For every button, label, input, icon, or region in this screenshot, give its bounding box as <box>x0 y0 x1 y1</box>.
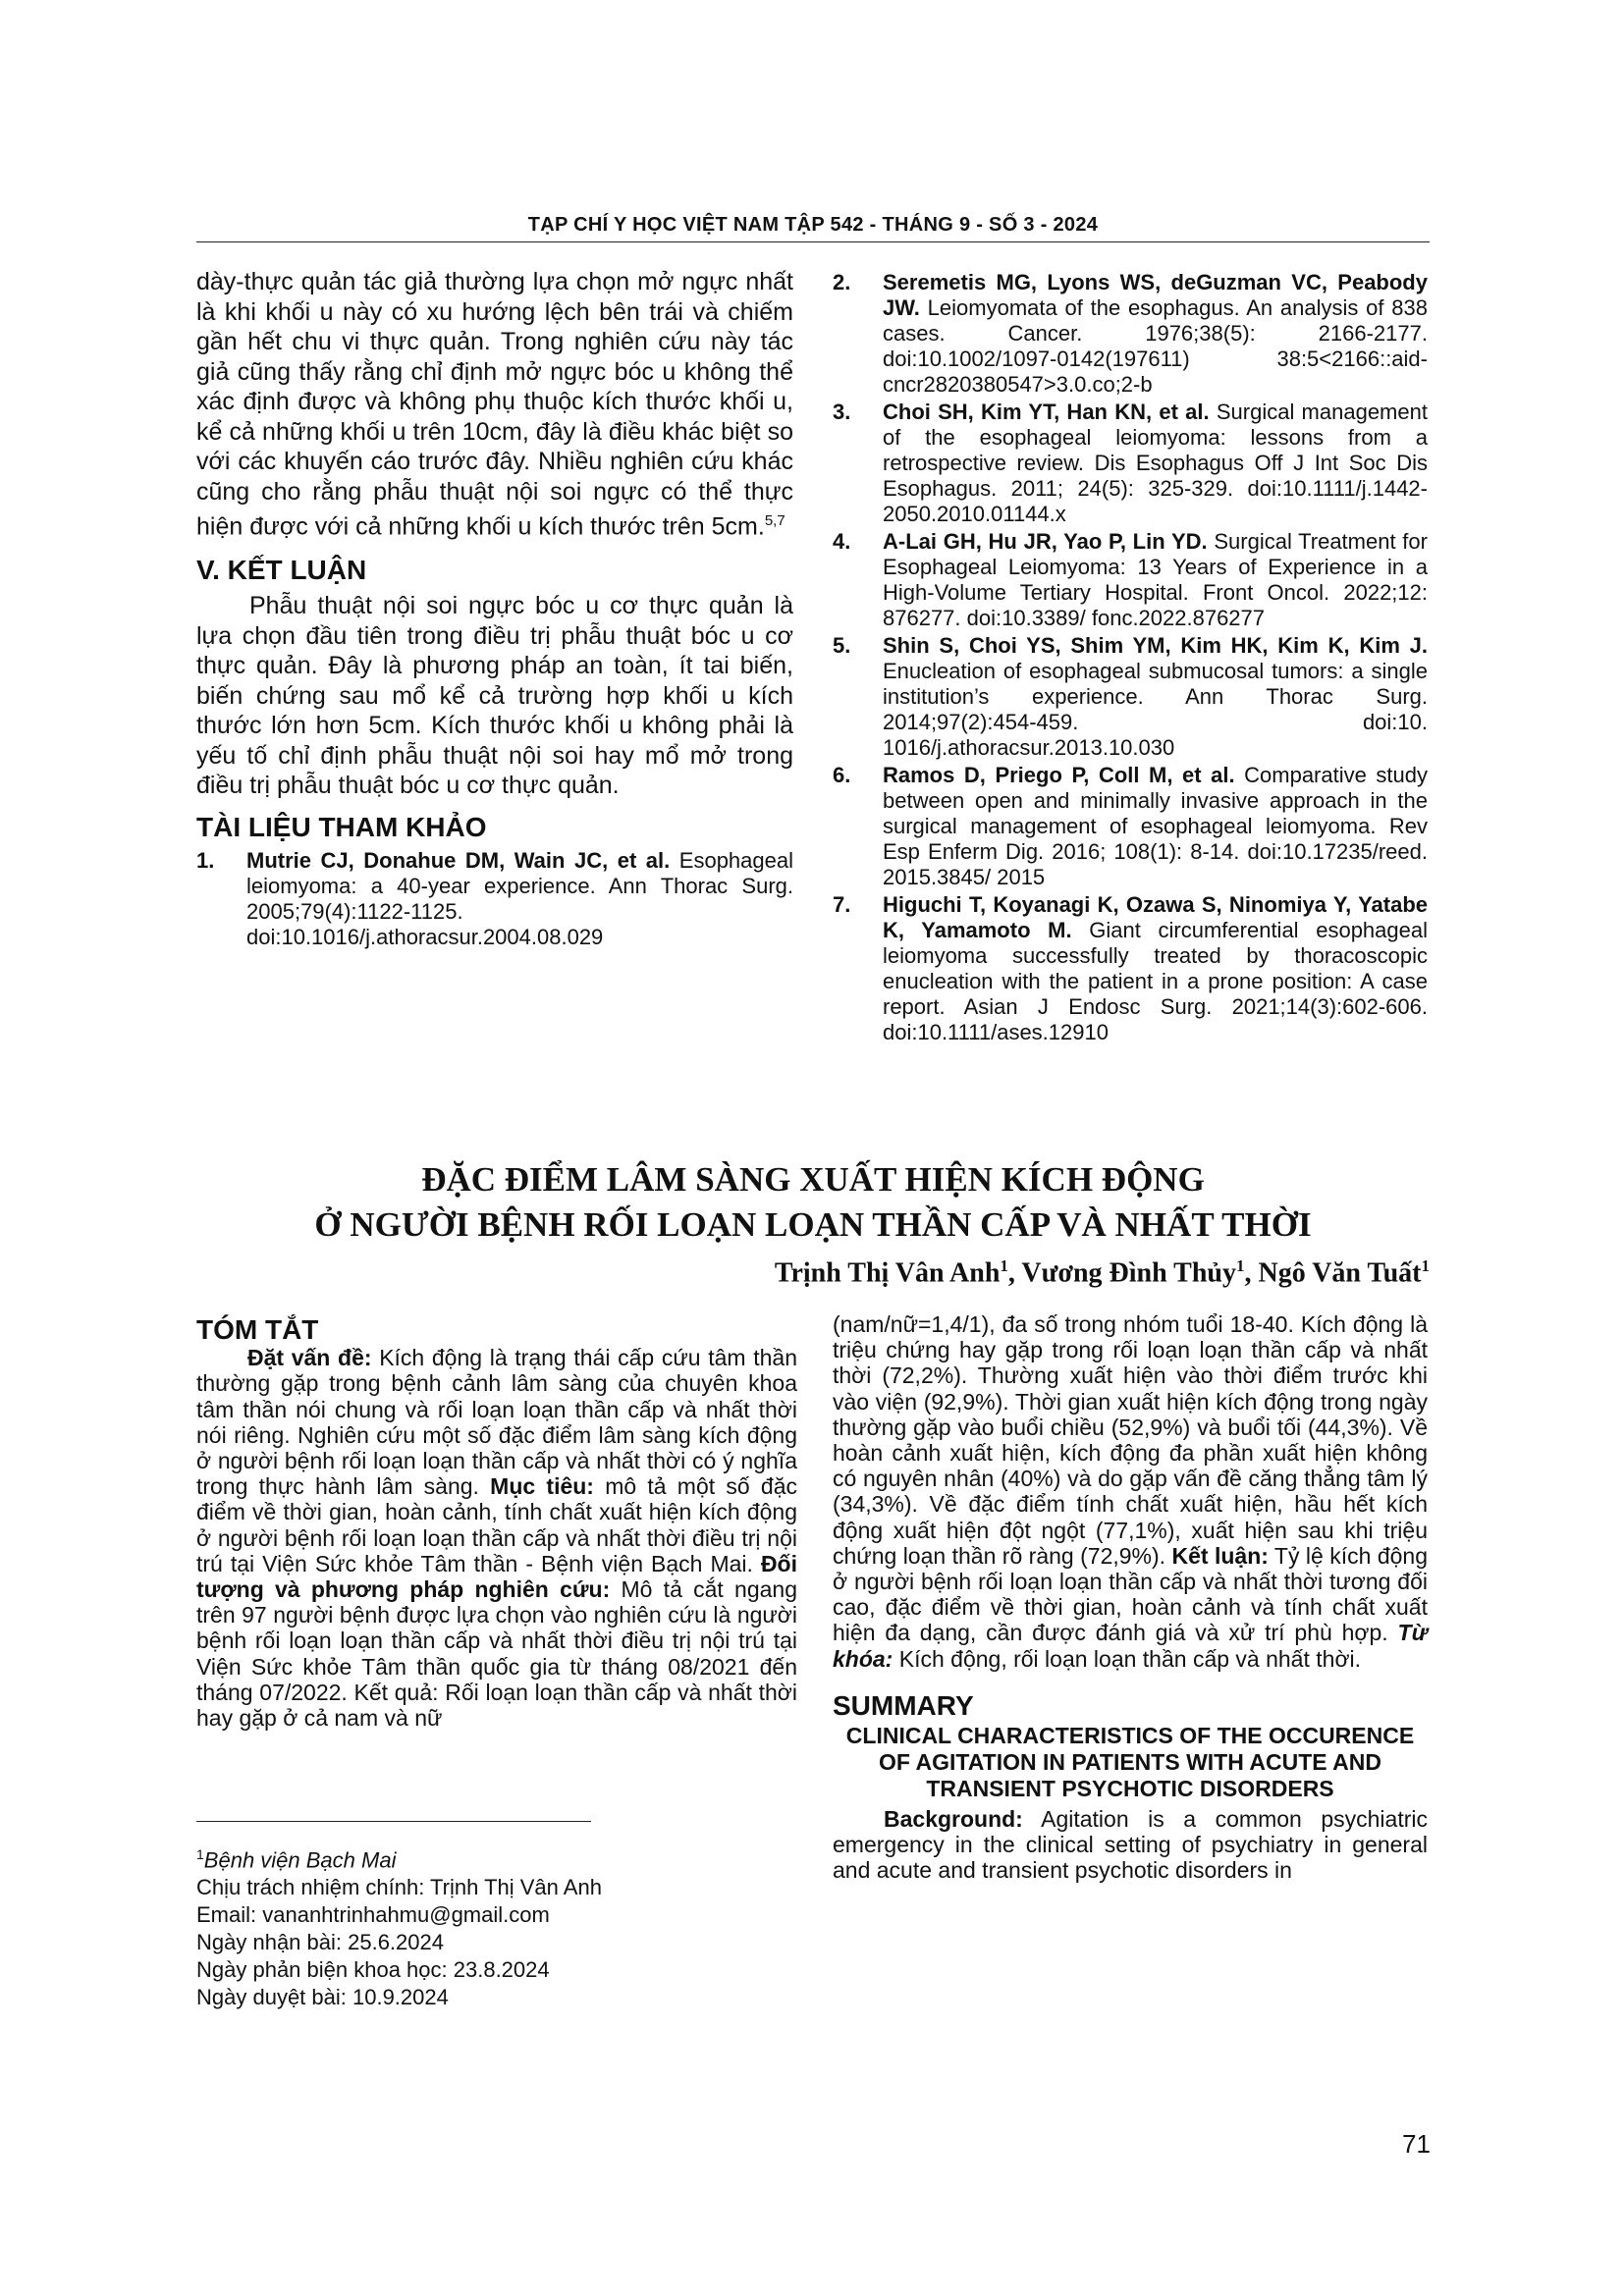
reference-body: Giant circumferential esophageal leiomyoma successfully treated by thoracoscopic enucleation with the patient in a prone position: A case report. Asian J Endosc Surg. 2021;14(3):602-606. doi:10.1111/ases.12910 <box>883 918 1428 1044</box>
abstract-label: Kết luận: <box>1171 1542 1269 1569</box>
footnote-responsible: Chịu trách nhiệm chính: Trịnh Thị Vân Anh <box>196 1875 602 1900</box>
abstract-paragraph <box>833 1311 1428 1672</box>
footnote-mark: 1 <box>196 1846 204 1862</box>
reference-item <box>833 529 1428 631</box>
abstract-right <box>833 1311 1428 1884</box>
abstract-text: Mô tả cắt ngang trên 97 người bệnh được lựa chọn vào nghiên cứu là người bệnh rối loạn loạn thần cấp và nhất thời điều trị nội trú tại Viện Sức khỏe Tâm thần quốc gia từ tháng 08/2021 đến tháng 07/2022. Kết quả: Rối loạn loạn thần cấp và nhất thời hay gặp ở cả nam và nữ <box>196 1576 797 1732</box>
author-name: Ngô Văn Tuất <box>1258 1257 1422 1289</box>
reference-authors: A-Lai GH, Hu JR, Yao P, Lin YD. <box>883 529 1208 554</box>
footnote-rule <box>196 1821 591 1822</box>
header-rule <box>196 241 1430 242</box>
abstract-left <box>196 1314 797 1732</box>
discussion-paragraph <box>196 267 793 542</box>
author-affiliation: 1 <box>1235 1256 1245 1275</box>
summary-heading: SUMMARY <box>833 1689 974 1721</box>
abstract-text: (nam/nữ=1,4/1), đa số trong nhóm tuổi 18-40. Kích động là triệu chứng hay gặp trong rối loạn loạn thần cấp và nhất thời (72,2%). Thường xuất hiện vào thời điểm trước khi vào viện (92,9%). Thời gian xuất hiện kích động trong ngày thường gặp vào buổi chiều (52,9%) và buổi tối (44,3%). Về hoàn cảnh xuất hiện, kích động đa phần xuất hiện không có nguyên nhân (40%) và do gặp vấn đề căng thẳng tâm lý (34,3%). Về đặc điểm tính chất xuất hiện, hầu hết kích động xuất hiện đột ngột (77,1%), xuất hiện sau khi triệu chứng loạn thần rõ ràng (72,9%). <box>833 1311 1428 1569</box>
reference-number: 4. <box>833 529 851 554</box>
article-authors: Trịnh Thị Vân Anh$^1$, Vương Đình Thủy$^1$, Ngô Văn Tuất$^1$ <box>774 1256 1430 1289</box>
reference-item <box>833 763 1428 890</box>
footnote-reviewed: Ngày phản biện khoa học: 23.8.2024 <box>196 1957 550 1983</box>
footnote-affiliation: $^1$Bệnh viện Bạch Mai <box>196 1846 397 1873</box>
author-affiliation: 1 <box>1421 1256 1430 1275</box>
reference-number: 3. <box>833 400 851 424</box>
abstract-label: Đối tượng và phương pháp nghiên cứu: <box>196 1550 797 1603</box>
author-name: Vương Đình Thủy <box>1021 1257 1236 1289</box>
keywords-text: Kích động, rối loạn loạn thần cấp và nhất thời. <box>893 1645 1362 1672</box>
article-title-line-2: Ở NGƯỜI BỆNH RỐI LOẠN LOẠN THẦN CẤP VÀ NHẤT THỜI <box>314 1205 1312 1244</box>
abstract-heading: TÓM TẮT <box>196 1314 319 1345</box>
reference-number: 5. <box>833 633 851 658</box>
reference-body: Enucleation of esophageal submucosal tumors: a single institution’s experience. Ann Thorac Surg. 2014;97(2):454-459. doi:10. 1016/j.athoracsur.2013.10.030 <box>883 659 1428 760</box>
reference-body: Surgical Treatment for Esophageal Leiomyoma: 13 Years of Experience in a High-Volume Tertiary Hospital. Front Oncol. 2022;12: 876277. doi:10.3389/ fonc.2022.876277 <box>883 529 1428 630</box>
reference-item <box>833 270 1428 398</box>
summary-paragraph <box>833 1806 1428 1884</box>
reference-body: Esophageal leiomyoma: a 40-year experience. Ann Thorac Surg. 2005;79(4):1122-1125. doi:10.1016/j.athoracsur.2004.08.029 <box>246 848 793 950</box>
reference-number: 7. <box>833 892 851 917</box>
footnote-received: Ngày nhận bài: 25.6.2024 <box>196 1930 444 1955</box>
abstract-label: Đặt vấn đề: <box>247 1345 372 1371</box>
left-column <box>196 267 793 952</box>
reference-number: 6. <box>833 763 851 787</box>
article-title-line-1: ĐẶC ĐIỂM LÂM SÀNG XUẤT HIỆN KÍCH ĐỘNG <box>421 1160 1205 1199</box>
abstract-text: Tỷ lệ kích động ở người bệnh rối loạn loạn thần cấp và nhất thời tương đối cao, đặc điểm về thời gian, hoàn cảnh và tính chất xuất hiện đa dạng, cần được đánh giá và xử trí phù hợp. <box>833 1542 1429 1646</box>
references-heading: TÀI LIỆU THAM KHẢO <box>196 811 487 842</box>
reference-item <box>833 400 1428 527</box>
reference-body: Comparative study between open and minimally invasive approach in the surgical management of esophageal leiomyoma. Rev Esp Enferm Dig. 2016; 108(1): 8-14. doi:10.17235/reed. 2015.3845/ 2015 <box>883 763 1428 889</box>
discussion-citation: 5,7 <box>764 512 785 529</box>
footnote <box>196 1841 602 2011</box>
journal-running-header: TẠP CHÍ Y HỌC VIỆT NAM TẬP 542 - THÁNG 9 - SỐ 3 - 2024 <box>527 214 1099 236</box>
reference-list-left <box>196 848 793 950</box>
reference-authors: Seremetis MG, Lyons WS, deGuzman VC, Peabody JW. <box>883 270 1428 320</box>
conclusion-text: Phẫu thuật nội soi ngực bóc u cơ thực quản là lựa chọn đầu tiên trong điều trị phẫu thuật bóc u cơ thực quản. Đây là phương pháp an toàn, ít tai biến, biến chứng sau mổ kể cả trường hợp khối u kích thước lớn hơn 5cm. Kích thước khối u không phải là yếu tố chỉ định phẫu thuật nội soi hay mổ mở trong điều trị phẫu thuật bóc u cơ thực quản. <box>196 592 793 800</box>
reference-body: Surgical management of the esophageal leiomyoma: lessons from a retrospective review. Dis Esophagus Off J Int Soc Dis Esophagus. 2011; 24(5): 325-329. doi:10.1111/j.1442-2050.2010.01144.x <box>883 400 1428 526</box>
abstract-label: Mục tiêu: <box>490 1473 594 1500</box>
discussion-text: dày-thực quản tác giả thường lựa chọn mở ngực nhất là khi khối u này có xu hướng lệch bên trái và chiếm gần hết chu vi thực quản. Trong nghiên cứu này tác giả cũng thấy rằng chỉ định mở ngực bóc u không thể xác định được và không phụ thuộc kích thước khối u, kể cả những khối u trên 10cm, đây là điều khác biệt so với các khuyến cáo trước đây. Nhiều nghiên cứu khác cũng cho rằng phẫu thuật nội soi ngực có thể thực hiện được với cả những khối u kích thước trên 5cm. <box>196 268 793 541</box>
reference-body: Leiomyomata of the esophagus. An analysis of 838 cases. Cancer. 1976;38(5): 2166-2177. doi:10.1002/1097-0142(197611) 38:5<2166::aid-cncr2820380547>3.0.co;2-b <box>883 295 1428 397</box>
reference-authors: Higuchi T, Koyanagi K, Ozawa S, Ninomiya Y, Yatabe K, Yamamoto M. <box>883 892 1428 942</box>
reference-number: 2. <box>833 270 851 294</box>
conclusion-heading: V. KẾT LUẬN <box>196 554 367 585</box>
reference-authors: Shin S, Choi YS, Shim YM, Kim HK, Kim K, Kim J. <box>883 633 1428 658</box>
abstract-text: mô tả một số đặc điểm về thời gian, hoàn cảnh, tính chất xuất hiện kích động ở người bệnh rối loạn loạn thần cấp và nhất thời điều trị nội trú tại Viện Sức khỏe Tâm thần - Bệnh viện Bạch Mai. <box>196 1473 797 1576</box>
keywords-label: Từ khóa: <box>833 1620 1428 1672</box>
page-number: 71 <box>1402 2129 1431 2159</box>
reference-list-right <box>833 270 1428 1047</box>
footnote-email: Email: vananhtrinhahmu@gmail.com <box>196 1902 550 1928</box>
abstract-paragraph <box>196 1345 797 1731</box>
reference-number: 1. <box>196 848 215 874</box>
author-affiliation: 1 <box>1000 1256 1008 1275</box>
author-name: Trịnh Thị Vân Anh <box>774 1257 1001 1289</box>
reference-authors: Choi SH, Kim YT, Han KN, et al. <box>883 400 1210 424</box>
background-label: Background: <box>884 1806 1023 1833</box>
footnote-accepted: Ngày duyệt bài: 10.9.2024 <box>196 1985 449 2010</box>
reference-item <box>833 892 1428 1045</box>
reference-item <box>196 848 793 950</box>
abstract-text: Kích động là trạng thái cấp cứu tâm thần thường gặp trong bệnh cảnh lâm sàng của chuyên khoa tâm thần nói chung và rối loạn loạn thần cấp và nhất thời nói riêng. Nghiên cứu một số đặc điểm lâm sàng kích động ở người bệnh rối loạn loạn thần cấp và nhất thời có ý nghĩa trong thực hành lâm sàng. <box>196 1345 797 1500</box>
reference-authors: Ramos D, Priego P, Coll M, et al. <box>883 763 1235 787</box>
reference-item <box>833 633 1428 761</box>
reference-authors: Mutrie CJ, Donahue DM, Wain JC, et al. <box>246 848 671 874</box>
background-text: Agitation is a common psychiatric emergency in the clinical setting of psychiatry in general and acute and transient psychotic disorders in <box>833 1806 1428 1884</box>
summary-title: CLINICAL CHARACTERISTICS OF THE OCCURENCE OF AGITATION IN PATIENTS WITH ACUTE AND TRANSIENT PSYCHOTIC DISORDERS <box>845 1723 1415 1802</box>
